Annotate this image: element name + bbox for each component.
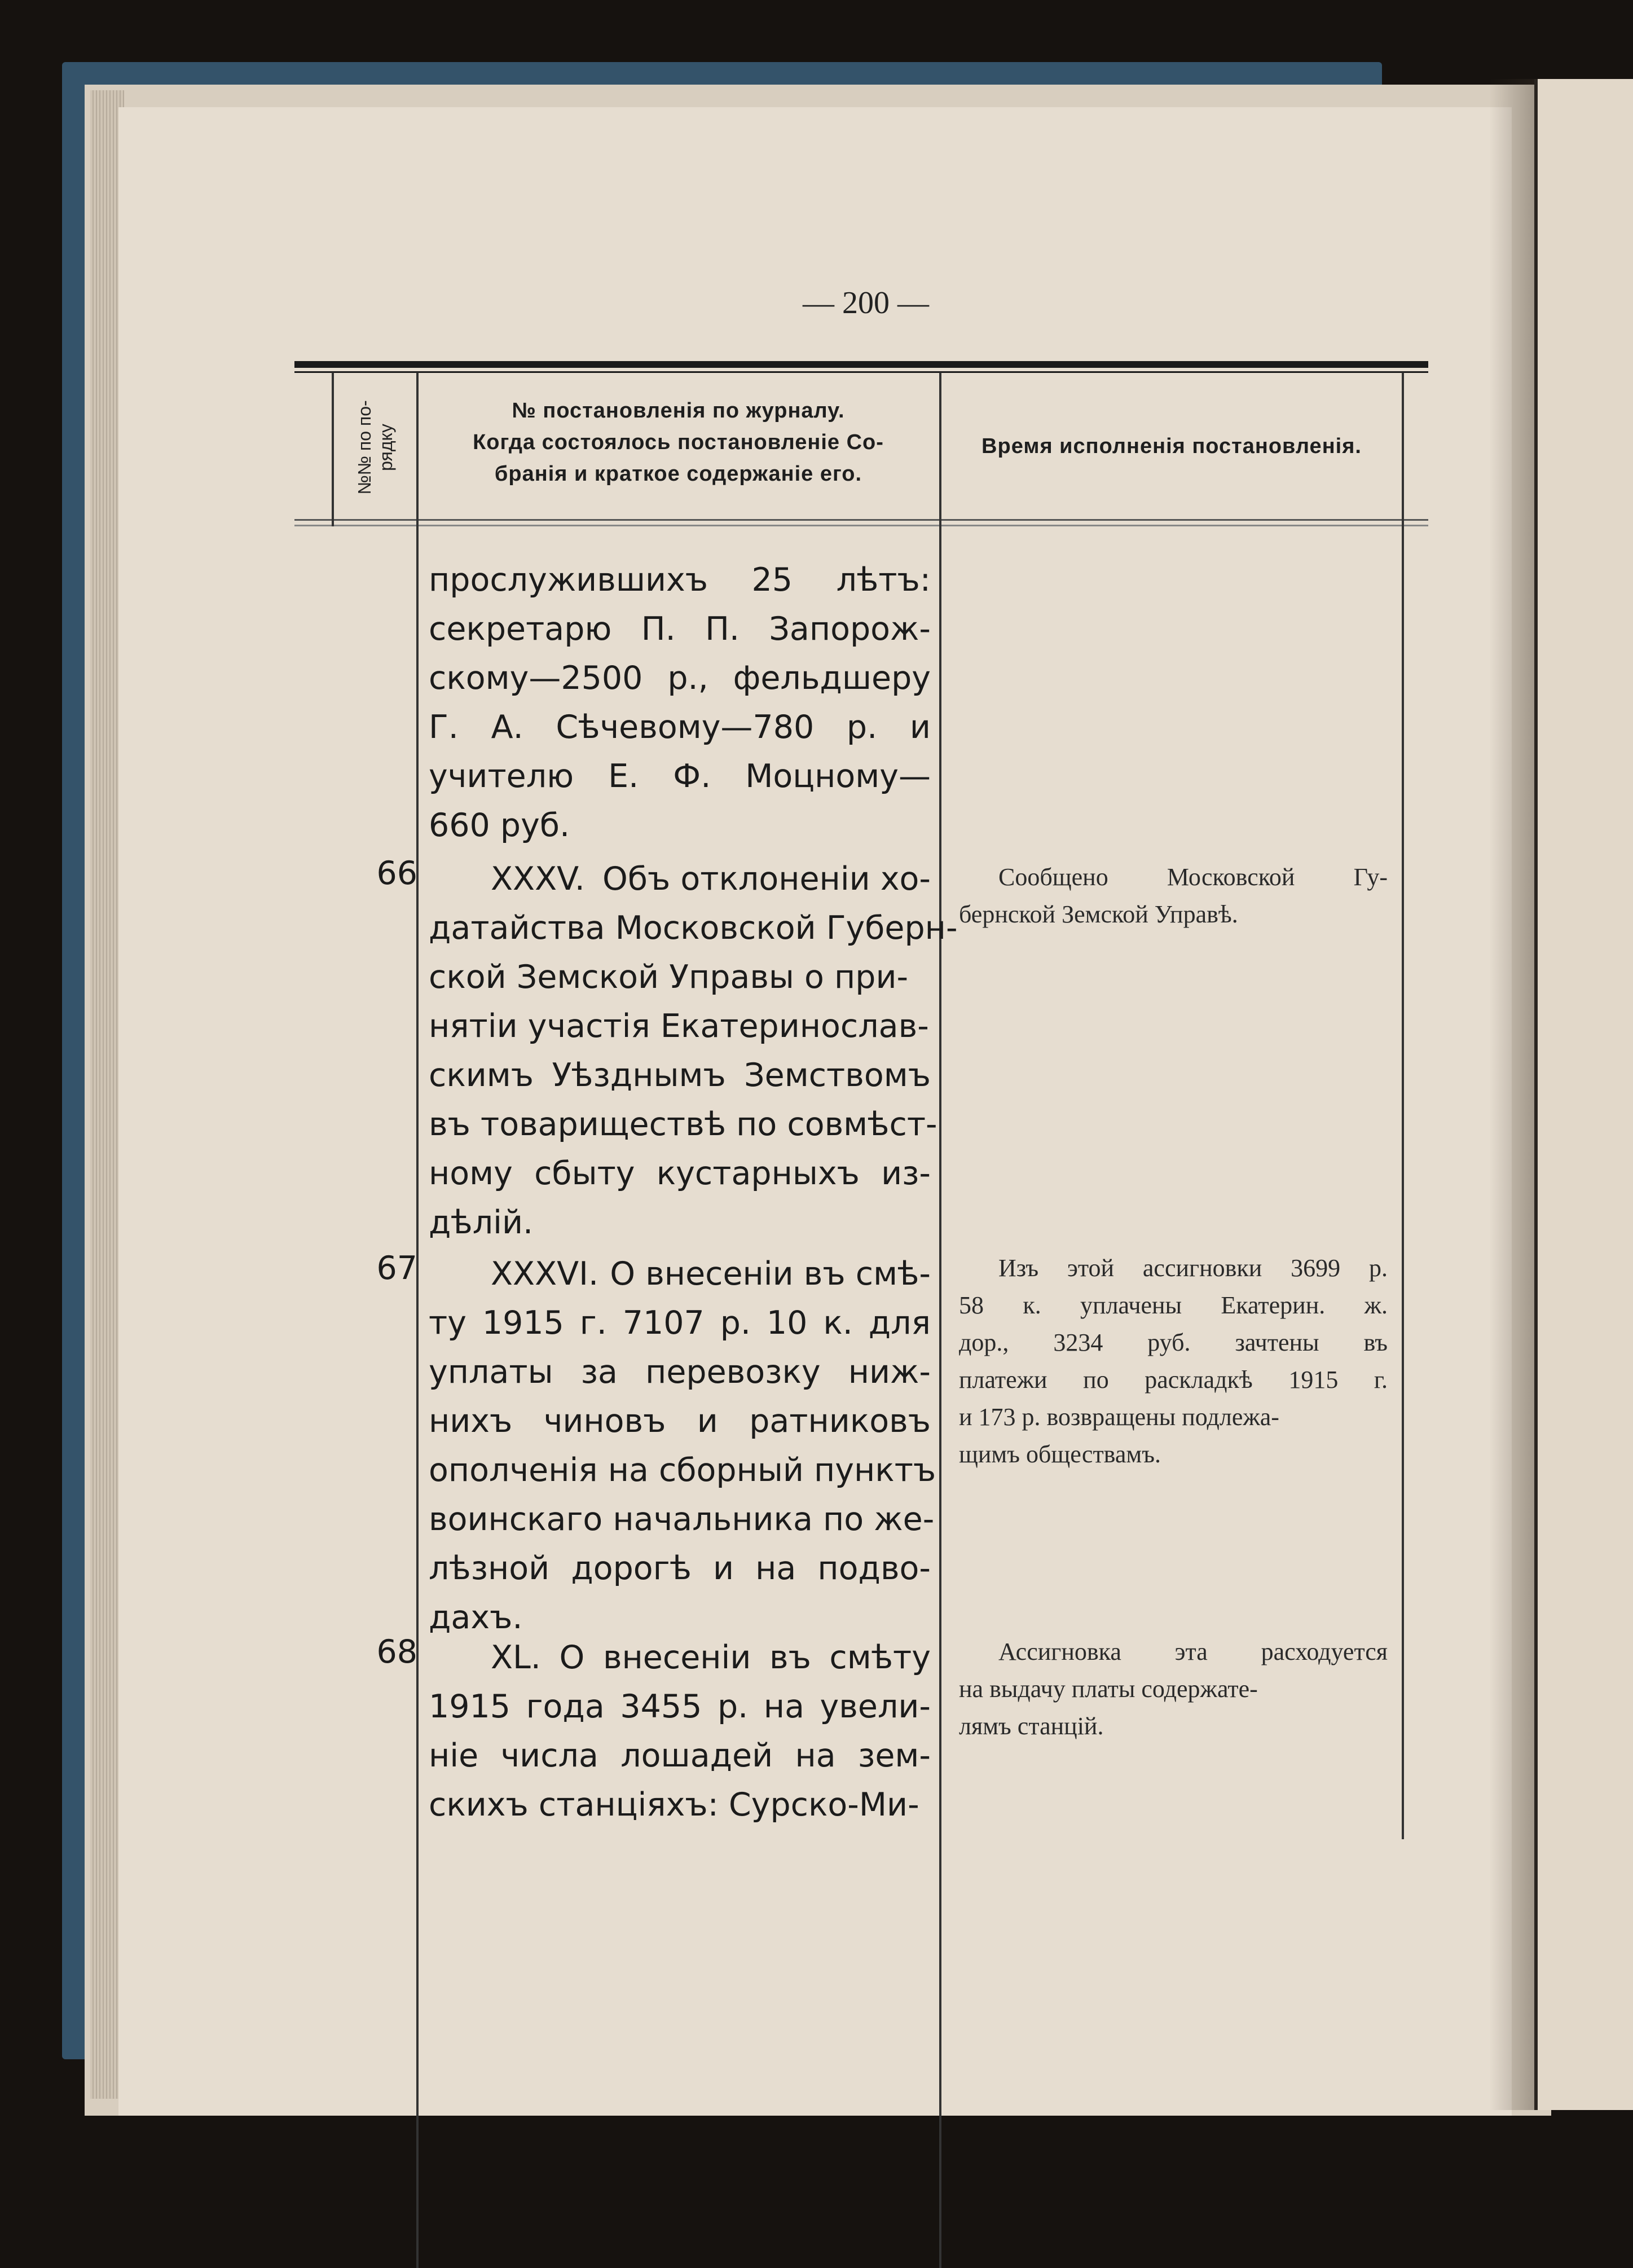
text-word: зачтены bbox=[1235, 1329, 1319, 1356]
text-word: нихъ bbox=[429, 1403, 513, 1440]
text-word: бернской Земской Управѣ. bbox=[959, 900, 1238, 928]
text-word: Уѣзднымъ bbox=[552, 1057, 726, 1094]
text-word: и bbox=[909, 709, 931, 746]
text-line bbox=[959, 896, 1388, 933]
text-line bbox=[429, 703, 931, 752]
row-68-execution bbox=[959, 1633, 1388, 1745]
text-word: дор., bbox=[959, 1329, 1009, 1356]
text-word: воинскаго начальника по же- bbox=[429, 1501, 935, 1538]
text-word: 3699 bbox=[1291, 1254, 1341, 1282]
text-word: П. bbox=[641, 610, 676, 648]
text-word: лѣтъ: bbox=[836, 561, 931, 599]
text-word: ассигновки bbox=[1142, 1254, 1262, 1282]
text-line bbox=[429, 855, 931, 904]
row-67-execution bbox=[959, 1250, 1388, 1473]
text-word: скихъ станціяхъ: Сурско-Ми- bbox=[429, 1786, 919, 1823]
text-word: датайства Московской Губерн- bbox=[429, 909, 958, 947]
header-resolution-l2: Когда состоялось постановленіе Со- bbox=[473, 430, 884, 454]
header-bottom-rule-2 bbox=[294, 525, 1428, 526]
text-word: р., bbox=[667, 660, 708, 697]
right-page bbox=[1534, 79, 1633, 2110]
text-word: щимъ обществамъ. bbox=[959, 1440, 1161, 1468]
text-word: Ф. bbox=[673, 758, 711, 795]
text-word: Земствомъ bbox=[744, 1057, 931, 1094]
text-word: Объ отклоненіи хо- bbox=[602, 860, 931, 898]
text-word: Запорож- bbox=[769, 610, 931, 648]
text-word: для bbox=[868, 1304, 931, 1342]
text-word: эта bbox=[1174, 1638, 1208, 1665]
text-line bbox=[959, 1436, 1388, 1473]
text-word: расходуется bbox=[1261, 1638, 1388, 1665]
text-word: смѣту bbox=[829, 1639, 931, 1676]
continuation-text bbox=[429, 556, 931, 850]
row-67-text bbox=[429, 1250, 936, 1642]
text-word: Гу- bbox=[1353, 863, 1388, 891]
text-word: сбыту bbox=[534, 1155, 635, 1192]
text-word: П. bbox=[705, 610, 740, 648]
text-word: 1915 bbox=[1288, 1366, 1339, 1394]
text-line bbox=[959, 1361, 1388, 1399]
text-word: р. bbox=[720, 1304, 751, 1342]
text-word: ніе bbox=[429, 1737, 479, 1774]
text-word: г. bbox=[579, 1304, 607, 1342]
text-line bbox=[429, 1149, 931, 1198]
text-word: кустарныхъ bbox=[656, 1155, 860, 1192]
text-word: Сѣчевому—780 bbox=[556, 709, 815, 746]
text-word: А. bbox=[491, 709, 523, 746]
text-line bbox=[429, 801, 931, 850]
text-word: руб. bbox=[1147, 1329, 1191, 1356]
text-word: Сообщено bbox=[998, 863, 1108, 891]
text-line bbox=[429, 1397, 931, 1446]
text-word: лошадей bbox=[620, 1737, 773, 1774]
text-word: ской Земской Управы о при- bbox=[429, 959, 909, 996]
text-word: нятіи участія Екатеринослав- bbox=[429, 1008, 929, 1045]
text-line bbox=[429, 1495, 935, 1544]
text-line bbox=[429, 1002, 931, 1051]
text-word: учителю bbox=[429, 758, 574, 795]
text-word: к. bbox=[1023, 1291, 1041, 1319]
text-line bbox=[429, 904, 958, 953]
text-word: 10 bbox=[766, 1304, 808, 1342]
text-line bbox=[429, 1682, 931, 1731]
text-word: 1915 bbox=[429, 1688, 511, 1725]
text-word: на bbox=[755, 1550, 796, 1587]
text-word: чиновъ bbox=[543, 1403, 666, 1440]
text-word: Московской bbox=[1167, 863, 1295, 891]
row-number-67: 67 bbox=[376, 1250, 417, 1287]
text-line bbox=[959, 1633, 1388, 1671]
text-line bbox=[429, 1299, 931, 1348]
text-word: Моцному— bbox=[745, 758, 931, 795]
text-word: 1915 bbox=[482, 1304, 564, 1342]
text-word: въ bbox=[769, 1639, 811, 1676]
text-word: Екатерин. bbox=[1221, 1291, 1326, 1319]
text-word: увели- bbox=[820, 1688, 931, 1725]
text-word: О внесеніи въ смѣ- bbox=[610, 1255, 931, 1293]
page-number: — 200 — bbox=[803, 285, 929, 320]
text-word: из- bbox=[881, 1155, 931, 1192]
text-word: дахъ. bbox=[429, 1599, 523, 1636]
text-word: по bbox=[1083, 1366, 1109, 1394]
text-word: 3455 bbox=[620, 1688, 702, 1725]
text-line bbox=[429, 1250, 931, 1299]
text-word: уплачены bbox=[1080, 1291, 1182, 1319]
header-number-l2: рядку bbox=[376, 423, 396, 471]
text-line bbox=[429, 1731, 931, 1781]
text-word: р. bbox=[717, 1688, 749, 1725]
text-line bbox=[429, 605, 931, 654]
text-word: и 173 р. возвращены подлежа- bbox=[959, 1403, 1279, 1431]
text-word: скимъ bbox=[429, 1057, 534, 1094]
text-word: XXXVI. bbox=[491, 1255, 599, 1293]
text-word: на выдачу платы содержате- bbox=[959, 1675, 1258, 1703]
text-word: лямъ станцій. bbox=[959, 1712, 1104, 1740]
row-66-text bbox=[429, 855, 958, 1247]
text-word: въ товариществѣ по совмѣст- bbox=[429, 1106, 937, 1143]
text-line bbox=[429, 1198, 931, 1247]
text-word: дѣлій. bbox=[429, 1204, 534, 1241]
text-word: подво- bbox=[817, 1550, 931, 1587]
text-word: ж. bbox=[1364, 1291, 1388, 1319]
text-word: въ bbox=[1363, 1329, 1388, 1356]
text-line bbox=[429, 953, 931, 1002]
text-word: р. bbox=[846, 709, 878, 746]
text-word: дорогѣ bbox=[571, 1550, 692, 1587]
column-divider-1 bbox=[332, 372, 334, 526]
text-word: уплаты bbox=[429, 1353, 553, 1391]
text-word: года bbox=[526, 1688, 605, 1725]
row-68-text bbox=[429, 1633, 931, 1830]
text-line bbox=[959, 1671, 1388, 1708]
text-word: платежи bbox=[959, 1366, 1047, 1394]
text-word: этой bbox=[1067, 1254, 1115, 1282]
text-word: 58 bbox=[959, 1291, 984, 1319]
text-word: прослужившихъ bbox=[429, 561, 708, 599]
header-number-l1: №№ по по- bbox=[354, 399, 375, 495]
text-line bbox=[959, 1287, 1388, 1324]
text-word: Е. bbox=[608, 758, 639, 795]
text-line bbox=[429, 752, 931, 801]
text-line bbox=[959, 1250, 1388, 1287]
text-word: зем- bbox=[858, 1737, 931, 1774]
row-number-68: 68 bbox=[376, 1633, 417, 1671]
header-resolution-l1: № постановленія по журналу. bbox=[512, 399, 845, 423]
header-bottom-rule bbox=[294, 519, 1428, 521]
text-line bbox=[959, 1324, 1388, 1361]
column-divider-3 bbox=[939, 372, 941, 2268]
text-line bbox=[429, 1100, 937, 1149]
text-word: г. bbox=[1374, 1366, 1388, 1394]
row-66-execution bbox=[959, 859, 1388, 933]
text-word: и bbox=[712, 1550, 734, 1587]
header-number-column bbox=[338, 375, 412, 519]
text-word: XL. bbox=[491, 1639, 541, 1676]
table-top-rule-thin bbox=[294, 371, 1428, 373]
text-word: ту bbox=[429, 1304, 466, 1342]
header-resolution-column bbox=[420, 395, 936, 490]
text-line bbox=[429, 1446, 936, 1495]
text-line bbox=[429, 1633, 931, 1682]
text-word: на bbox=[795, 1737, 836, 1774]
column-divider-2 bbox=[416, 372, 419, 2268]
header-resolution-l3: бранія и краткое содержаніе его. bbox=[494, 462, 862, 486]
text-word: внесеніи bbox=[602, 1639, 751, 1676]
text-line bbox=[429, 556, 931, 605]
text-line bbox=[429, 1781, 931, 1830]
text-word: Изъ bbox=[998, 1254, 1039, 1282]
text-word: на bbox=[763, 1688, 804, 1725]
text-word: Г. bbox=[429, 709, 459, 746]
column-divider-4 bbox=[1402, 372, 1404, 1839]
text-word: Ассигновка bbox=[998, 1638, 1121, 1665]
text-word: за bbox=[580, 1353, 618, 1391]
text-word: числа bbox=[500, 1737, 598, 1774]
text-word: XXXV. bbox=[491, 860, 585, 898]
table-top-rule bbox=[294, 361, 1428, 368]
text-line bbox=[959, 859, 1388, 896]
text-line bbox=[429, 1348, 931, 1397]
spine-shadow bbox=[1489, 79, 1534, 2110]
text-word: О bbox=[559, 1639, 585, 1676]
text-word: 3234 bbox=[1053, 1329, 1103, 1356]
text-word: ниж- bbox=[848, 1353, 931, 1391]
text-word: лѣзной bbox=[429, 1550, 550, 1587]
text-word: перевозку bbox=[645, 1353, 821, 1391]
row-number-66: 66 bbox=[376, 855, 417, 892]
text-line bbox=[959, 1708, 1388, 1745]
text-word: ратниковъ bbox=[749, 1403, 931, 1440]
text-line bbox=[959, 1399, 1388, 1436]
text-word: скому—2500 bbox=[429, 660, 643, 697]
header-execution-column: Время исполненія постановленія. bbox=[981, 434, 1362, 458]
text-line bbox=[429, 1544, 931, 1593]
text-word: к. bbox=[823, 1304, 853, 1342]
text-word: р. bbox=[1369, 1254, 1388, 1282]
text-line bbox=[429, 1051, 931, 1100]
text-word: и bbox=[697, 1403, 718, 1440]
text-word: ополченія на сборный пунктъ bbox=[429, 1452, 936, 1489]
text-word: 7107 bbox=[622, 1304, 705, 1342]
text-word: секретарю bbox=[429, 610, 612, 648]
text-word: фельдшеру bbox=[733, 660, 931, 697]
text-word: ному bbox=[429, 1155, 513, 1192]
text-word: 660 руб. bbox=[429, 807, 570, 844]
text-word: 25 bbox=[751, 561, 793, 599]
text-word: раскладкѣ bbox=[1145, 1366, 1253, 1394]
text-line bbox=[429, 654, 931, 703]
